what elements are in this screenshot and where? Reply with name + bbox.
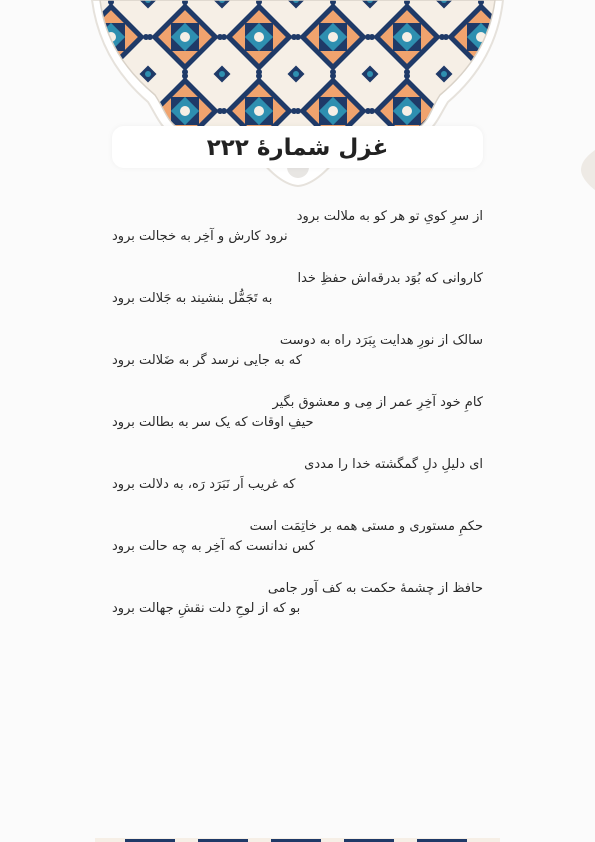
second-hemistich-text: نرود کارش و آخِر به خجالت برود (112, 229, 288, 244)
second-hemistich-text: بو که از لوحِ دلت نقشِ جهالت برود (112, 601, 301, 616)
second-hemistich (112, 599, 483, 619)
second-hemistich (112, 227, 483, 247)
first-hemistich: کاروانی که بُوَد بدرقه‌اش حفظِ خدا (297, 271, 483, 286)
second-hemistich (112, 475, 483, 495)
second-hemistich (112, 289, 483, 309)
second-hemistich-text: کس ندانست که آخِر به چه حالت برود (112, 539, 315, 554)
couplet (112, 207, 483, 247)
second-hemistich (112, 413, 483, 433)
second-hemistich (112, 351, 483, 371)
first-hemistich: کامِ خود آخِرِ عمر از مِی و معشوق بگیر (272, 395, 483, 410)
poem (112, 207, 483, 641)
first-hemistich: حکمِ مستوری و مستی همه بر خاتِمَت است (249, 519, 483, 534)
second-hemistich-text: حیفِ اوقات که یک سر به بطالت برود (112, 415, 314, 430)
couplet (112, 393, 483, 433)
couplet (112, 579, 483, 619)
couplet (112, 455, 483, 495)
header-ornament (0, 0, 595, 200)
couplet (112, 517, 483, 557)
couplet (112, 269, 483, 309)
first-hemistich: سالک از نورِ هدایت بِبَرَد راه به دوست (279, 333, 483, 348)
edge-ornament (577, 150, 595, 190)
first-hemistich: از سرِ کویِ تو هر کو به ملالت برود (296, 209, 483, 224)
second-hemistich-text: که غریب اَر نَبَرَد رَه، به دلالت برود (112, 477, 296, 492)
first-hemistich: ای دلیلِ دلِ گمگشته خدا را مددی (304, 457, 483, 472)
first-hemistich: حافظ از چشمهٔ حکمت به کف آور جامی (267, 581, 483, 596)
page-title: غزل شمارهٔ ۲۲۲ (206, 135, 389, 161)
footer-ornament (0, 836, 595, 842)
couplet (112, 331, 483, 371)
second-hemistich-text: که به جایی نرسد گر به ضَلالت برود (112, 353, 302, 368)
second-hemistich (112, 537, 483, 557)
second-hemistich-text: به تَجَمُّل بنشیند به جَلالت برود (112, 291, 273, 306)
